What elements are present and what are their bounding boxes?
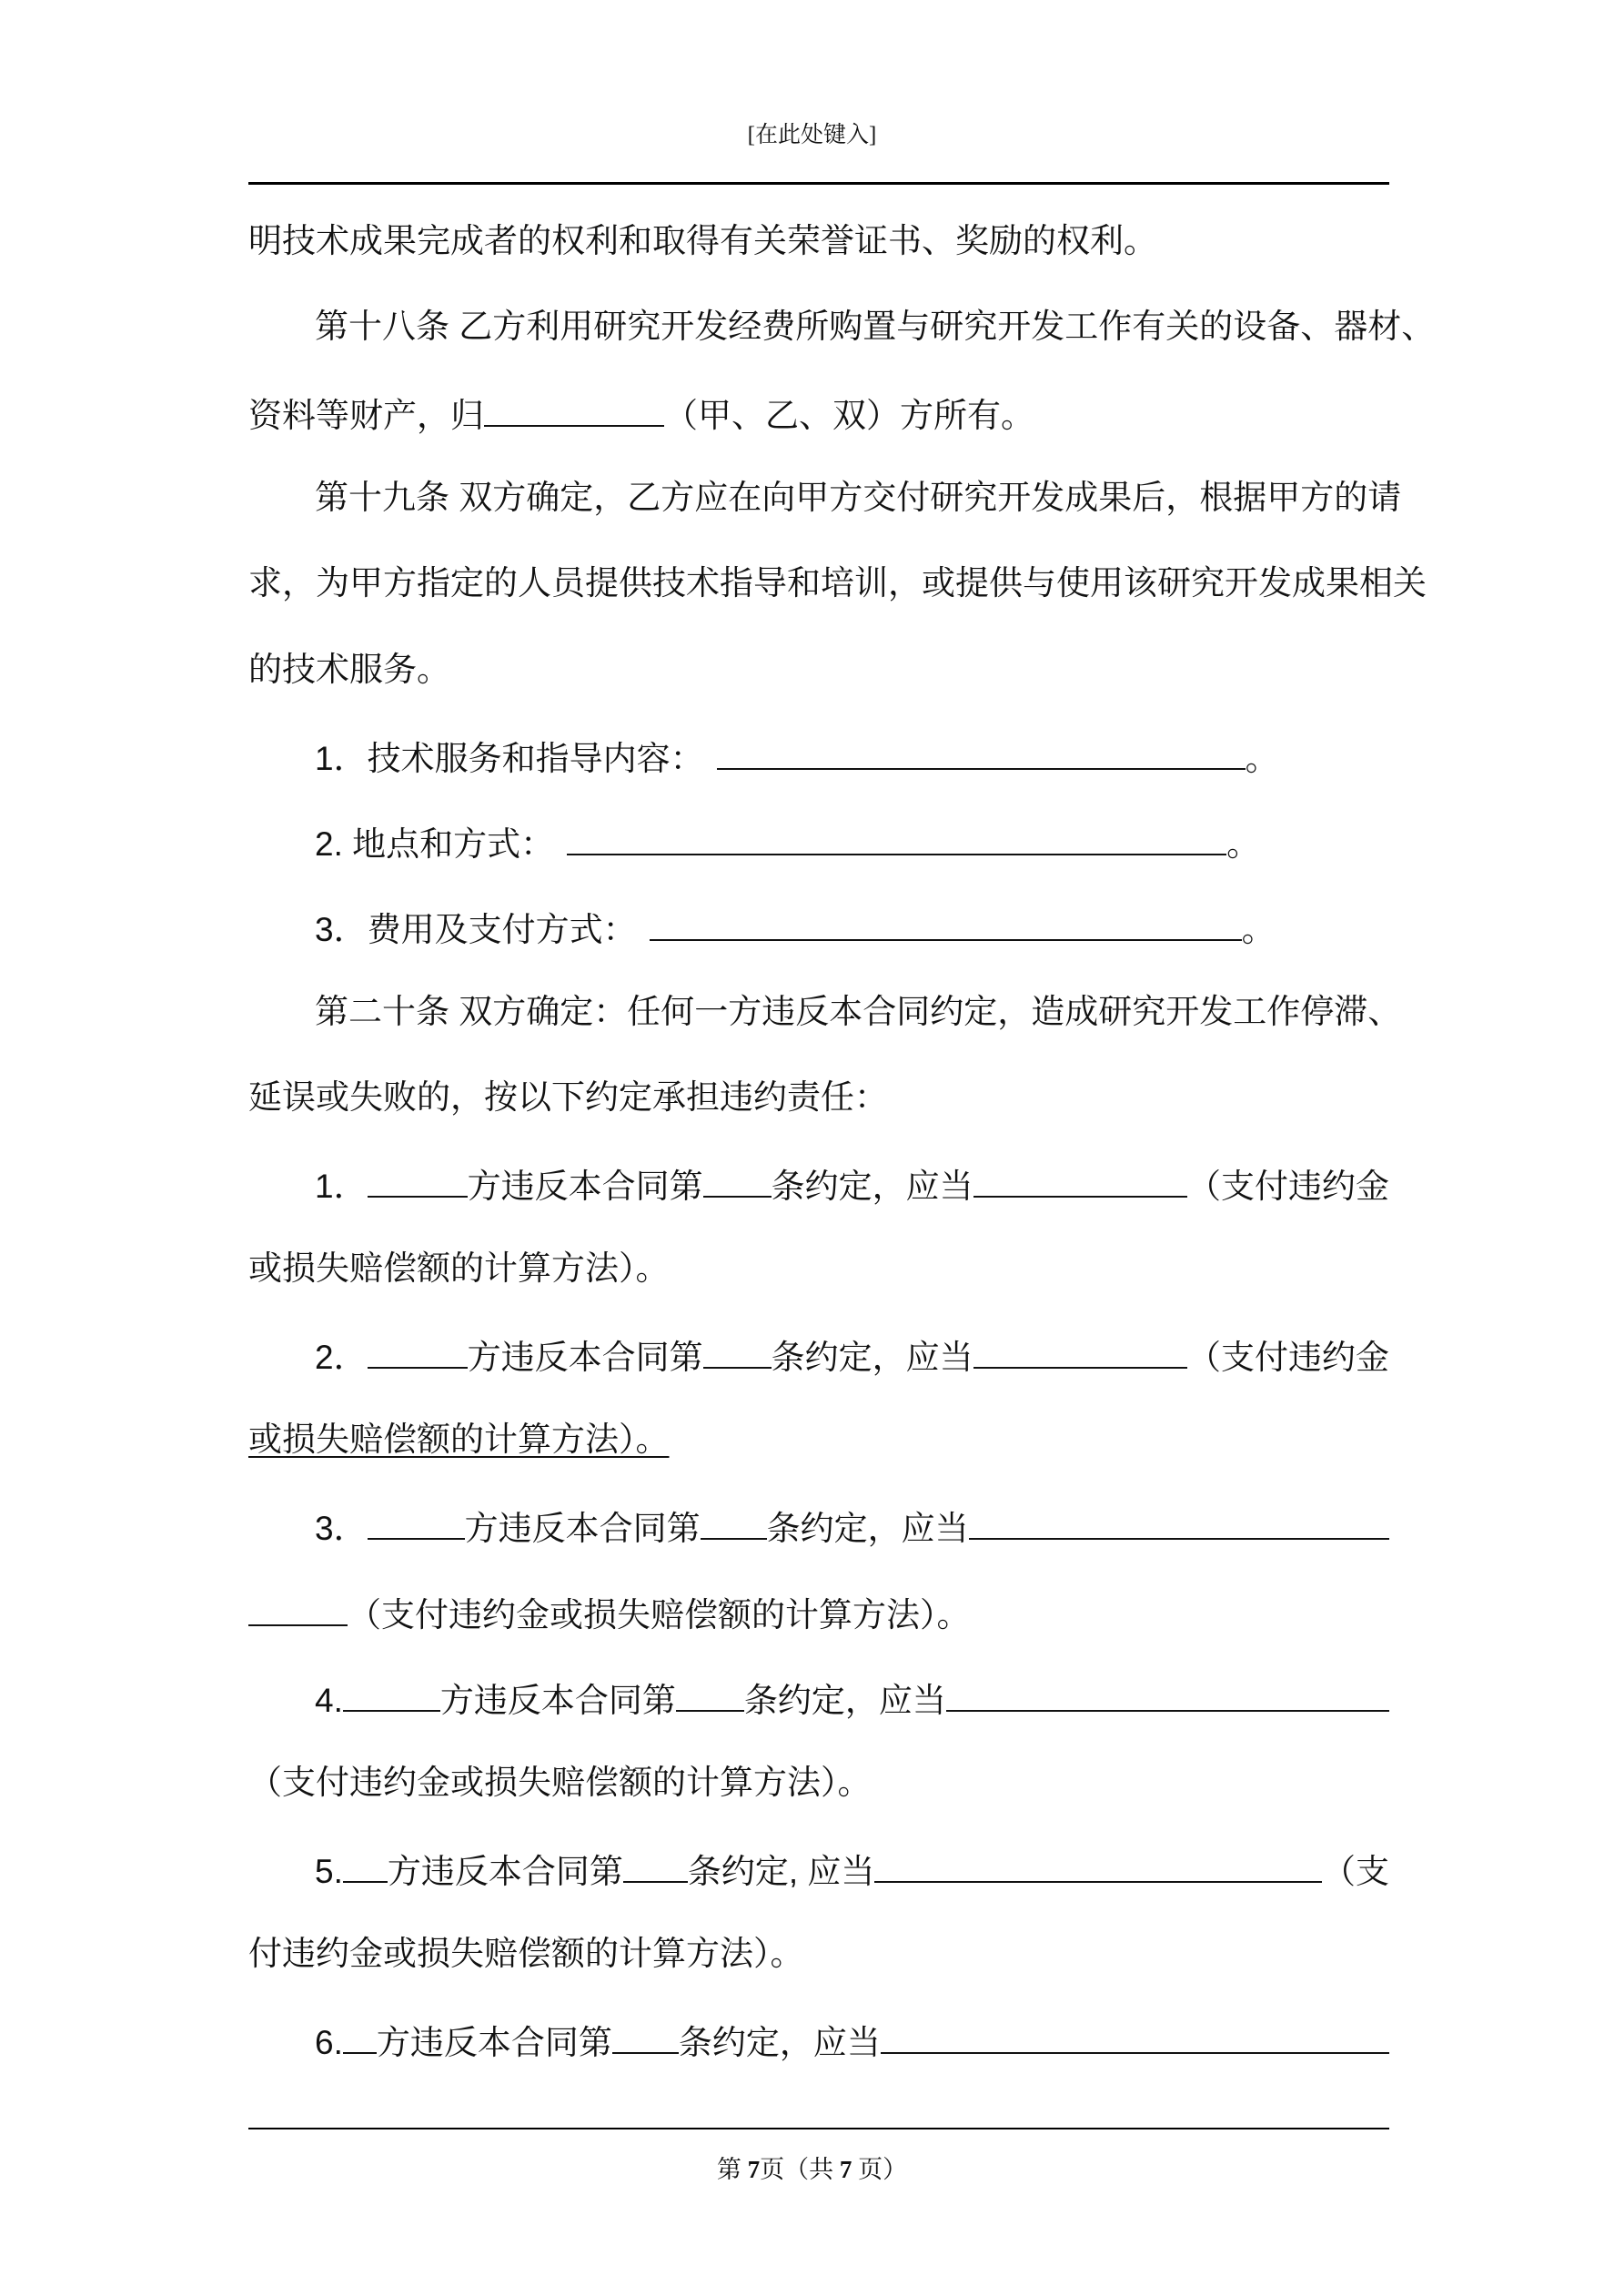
text: 条约定，应当 (678, 2024, 881, 2061)
blank-field[interactable] (881, 2019, 1389, 2054)
blank-field[interactable] (969, 1505, 1389, 1540)
breach-item-5-cont: 付违约金或损失赔偿额的计算方法）。 (248, 1935, 804, 1972)
blank-field[interactable] (368, 1163, 468, 1198)
breach-item-2-cont (248, 1420, 1389, 1460)
text: 方违反本合同第 (387, 1853, 623, 1890)
breach-item-2 (248, 1334, 1389, 1374)
blank-field[interactable] (368, 1505, 465, 1540)
blank-field[interactable] (623, 1848, 688, 1883)
breach-item-1-cont: 或损失赔偿额的计算方法）。 (248, 1249, 670, 1287)
total-pages: 7 (839, 2156, 852, 2183)
footer-rule (248, 2128, 1389, 2129)
service-item-2 (248, 821, 1389, 861)
blank-field[interactable] (946, 1677, 1389, 1712)
text: 条约定，应当 (771, 1339, 973, 1376)
item-number: 4. (315, 1682, 343, 1719)
period: 。 (1241, 911, 1276, 948)
blank-field[interactable] (567, 821, 1226, 855)
blank-field[interactable] (874, 1848, 1322, 1883)
blank-field[interactable] (701, 1505, 767, 1540)
article-20: 第二十条 双方确定：任何一方违反本合同约定，造成研究开发工作停滞、 (315, 993, 1402, 1030)
blank-field[interactable] (703, 1163, 772, 1198)
text: 方违反本合同第 (464, 1510, 701, 1547)
text: （支 (1322, 1853, 1389, 1890)
page-number: 7 (747, 2156, 761, 2183)
period: 。 (1226, 825, 1261, 863)
breach-item-3 (248, 1505, 1389, 1545)
text: （甲、乙、双）方所有。 (664, 397, 1034, 434)
footer-text: 第 (716, 2156, 748, 2183)
item-number: 3． (315, 1510, 368, 1547)
breach-item-3-cont (248, 1592, 1389, 1632)
text: 方违反本合同第 (376, 2024, 612, 2061)
breach-item-4 (248, 1677, 1389, 1717)
item-number: 2． (315, 1339, 368, 1376)
blank-field[interactable] (703, 1334, 772, 1369)
breach-item-5 (248, 1848, 1389, 1888)
header-rule (248, 182, 1389, 185)
blank-field[interactable] (484, 392, 664, 427)
blank-field[interactable] (368, 1334, 468, 1369)
article-20-cont: 延误或失败的，按以下约定承担违约责任： (248, 1078, 888, 1116)
item-number: 5. (315, 1853, 343, 1890)
text: 方违反本合同第 (467, 1339, 703, 1376)
paragraph-line: 明技术成果完成者的权利和取得有关荣誉证书、奖励的权利。 (248, 222, 1157, 259)
text: 条约定，应当 (771, 1168, 973, 1205)
label: 2. 地点和方式： (315, 825, 555, 863)
text: 条约定，应当 (743, 1682, 946, 1719)
item-number: 6. (315, 2024, 343, 2061)
blank-field[interactable] (973, 1334, 1187, 1369)
blank-field[interactable] (612, 2019, 679, 2054)
service-item-3 (248, 906, 1389, 946)
service-item-1 (248, 735, 1389, 775)
period: 。 (1245, 740, 1279, 777)
page-header: [在此处键入] (747, 123, 877, 147)
text: 条约定, 应当 (687, 1853, 875, 1890)
footer-text: 页） (852, 2156, 908, 2183)
item-number: 1． (315, 1168, 368, 1205)
text: 条约定，应当 (766, 1510, 969, 1547)
text: 资料等财产，归 (248, 397, 484, 434)
text: 方违反本合同第 (439, 1682, 676, 1719)
blank-field[interactable] (343, 2019, 377, 2054)
text: 方违反本合同第 (467, 1168, 703, 1205)
breach-item-1 (248, 1163, 1389, 1203)
underlined-text: 或损失赔偿额的计算方法）。 (248, 1421, 670, 1458)
article-19-cont: 求，为甲方指定的人员提供技术指导和培训，或提供与使用该研究开发成果相关 (248, 564, 1427, 602)
blank-field[interactable] (248, 1592, 348, 1626)
label: 1．技术服务和指导内容： (315, 740, 704, 777)
footer-text: 页（共 (760, 2156, 840, 2183)
blank-field[interactable] (343, 1848, 388, 1883)
blank-field[interactable] (343, 1677, 440, 1712)
blank-field[interactable] (717, 735, 1246, 770)
page-footer (0, 2149, 1624, 2185)
blank-field[interactable] (650, 906, 1242, 941)
breach-item-6 (248, 2019, 1389, 2059)
text: （支付违约金或损失赔偿额的计算方法）。 (348, 1596, 971, 1633)
label: 3．费用及支付方式： (315, 911, 637, 948)
article-19: 第十九条 双方确定，乙方应在向甲方交付研究开发成果后，根据甲方的请 (315, 479, 1402, 516)
text: （支付违约金 (1187, 1339, 1389, 1376)
blank-field[interactable] (676, 1677, 744, 1712)
breach-item-4-cont: （支付违约金或损失赔偿额的计算方法）。 (248, 1764, 872, 1801)
article-19-end: 的技术服务。 (248, 651, 450, 688)
blank-field[interactable] (973, 1163, 1187, 1198)
article-18-cont (248, 392, 1389, 432)
article-18: 第十八条 乙方利用研究开发经费所购置与研究开发工作有关的设备、器材、 (315, 308, 1436, 345)
text: （支付违约金 (1187, 1168, 1389, 1205)
